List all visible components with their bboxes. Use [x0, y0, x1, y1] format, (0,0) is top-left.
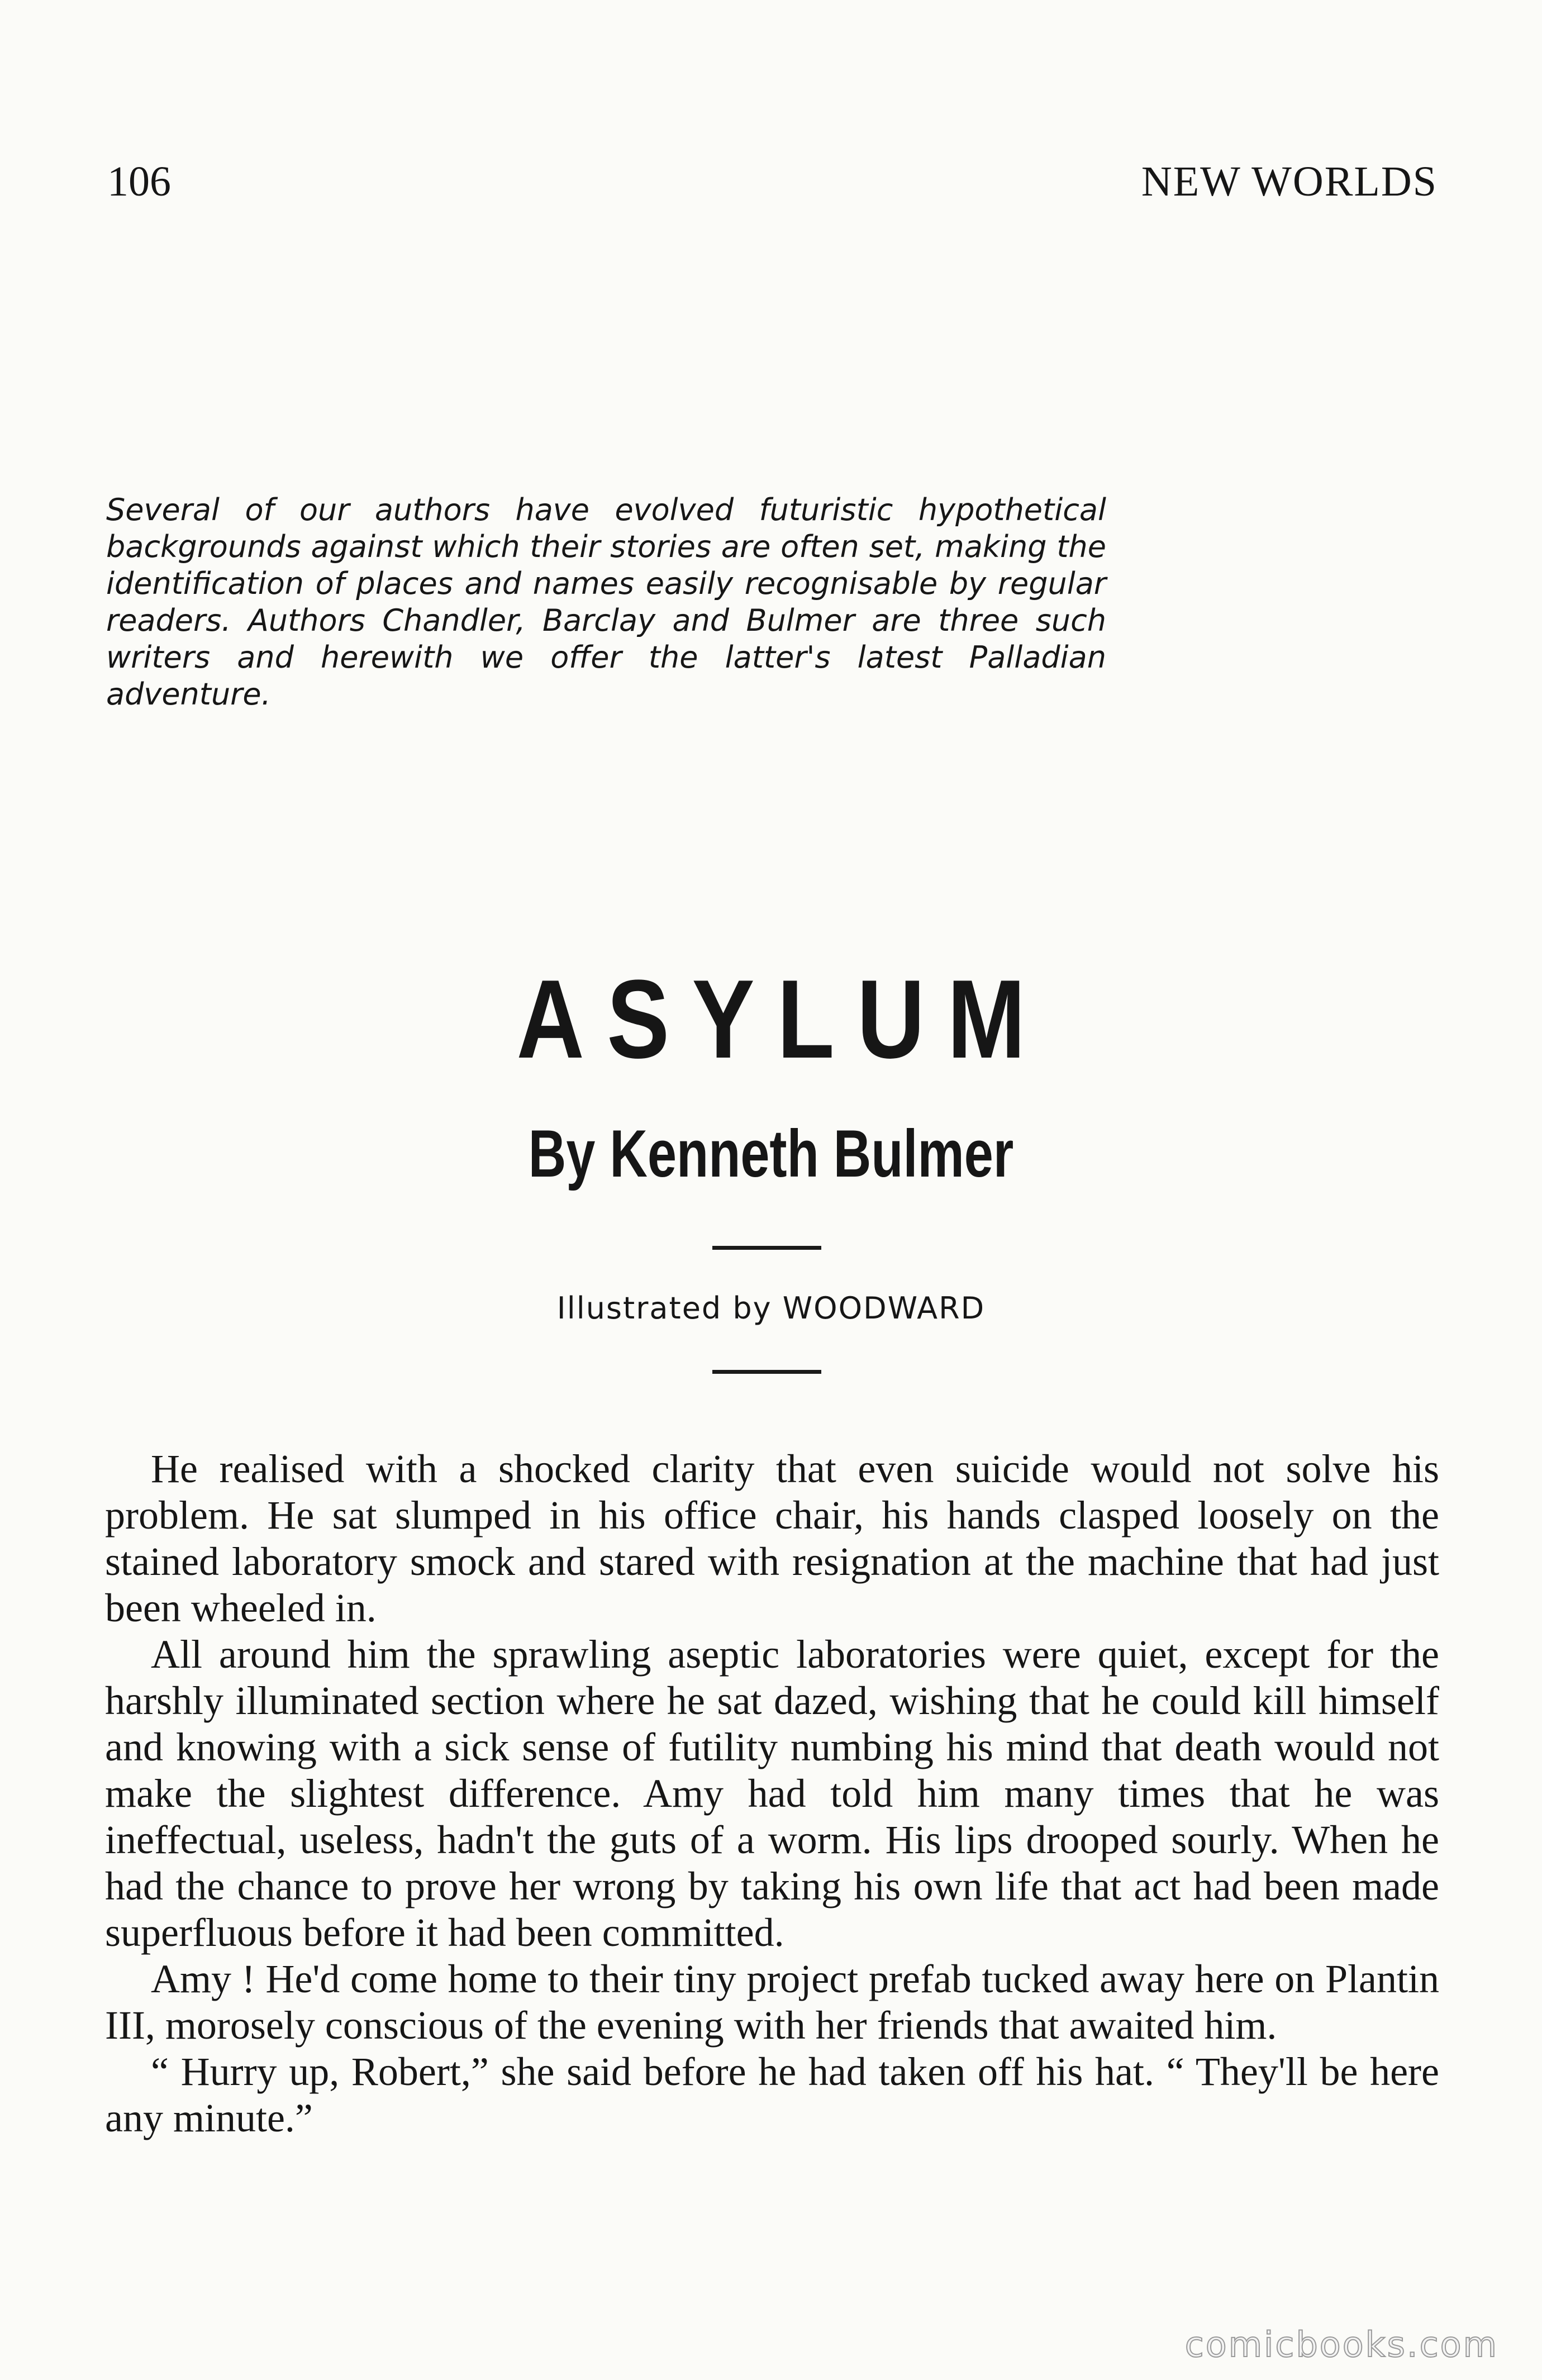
- running-head: NEW WORLDS: [1141, 158, 1438, 205]
- divider-top: [712, 1246, 821, 1250]
- paragraph: “ Hurry up, Robert,” she said before he had taken off his hat. “ They'll be here any minute.”: [105, 2049, 1439, 2140]
- watermark: comicbooks.com: [1184, 2324, 1498, 2365]
- paragraph: Amy ! He'd come home to their tiny project prefab tucked away here on Plantin III, morosely conscious of the evening with her friends that awaited him.: [105, 1957, 1439, 2048]
- paragraph: He realised with a shocked clarity that even suicide would not solve his problem. He sat slumped in his office chair, his hands clasped loosely on the stained laboratory smock and stared with resignation at the machine that had just been wheeled in.: [105, 1446, 1439, 1630]
- intro-blurb: Several of our authors have evolved futuristic hypothetical backgrounds against which their stories are often set, making the identification of places and names easily recognisable by regular readers. Authors Chandler, Barclay and Bulmer are three such writers and herewith we offer the latter's latest Palladian adventure.: [106, 492, 1106, 712]
- paragraph: All around him the sprawling aseptic laboratories were quiet, except for the harshly illuminated section where he sat dazed, wishing that he could kill himself and knowing with a sick sense of futility numbing his mind that death would not make the slightest difference. Amy had told him many times that he was ineffectual, useless, hadn't the guts of a worm. His lips drooped sourly. When he had the chance to prove her wrong by taking his own life that act had been made superfluous before it had been committed.: [105, 1632, 1439, 1955]
- story-body: [105, 1446, 1439, 2141]
- story-title: ASYLUM: [516, 957, 1048, 1082]
- illustrator-credit: Illustrated by WOODWARD: [556, 1291, 986, 1326]
- page-number: 106: [107, 158, 171, 205]
- divider-bottom: [712, 1370, 821, 1374]
- story-byline: By Kenneth Bulmer: [528, 1116, 1014, 1191]
